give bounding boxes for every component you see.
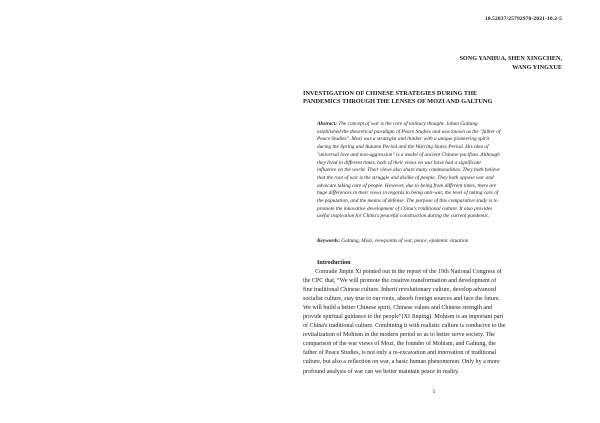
abstract-line: that the root of war is the struggle and dislike of people. They both oppose war and xyxy=(317,174,494,181)
body-line: provide spiritual guidance to the people”(XI Jinping). Mohism is an important part xyxy=(303,314,504,321)
abstract xyxy=(317,121,562,221)
abstract-label: Abstract: xyxy=(317,121,338,127)
keywords-text: Galtung, Mozi, viewpoints of war, peace, epidemic situation xyxy=(339,238,469,244)
abstract-line: promote the innovative development of China's traditional culture. It also provides xyxy=(317,205,493,212)
body-line: father of Peace Studies, is not only a re-excavation and innovation of traditional xyxy=(303,350,497,357)
body-line: profound analysis of war can we better maintain peace in reality. xyxy=(303,368,460,375)
abstract-line: advocate taking care of people. However, due to being from different times, there are xyxy=(317,182,497,189)
abstract-line xyxy=(317,121,562,129)
body-line: We will build a better Chinese spirit, Chinese values and Chinese strength and xyxy=(303,305,493,312)
paper-title xyxy=(303,90,563,107)
title-line: INVESTIGATION OF CHINESE STRATEGIES DURING THE xyxy=(303,90,478,97)
title-line: PANDEMICS THROUGH THE LENSES OF MOZI AND GALTUNG xyxy=(303,98,493,106)
abstract-line: the population, and the means of defense. The purpose of this comparative study is to xyxy=(317,198,498,205)
body-line: the CPC that, “We will promote the creative transformation and development of xyxy=(303,278,497,285)
body-line: culture, but also a reflection on war, a basic human phenomenon. Only by a more xyxy=(303,359,500,366)
abstract-line: Peace Studies". Mozi was a strategist and thinker with a unique pioneering spirit xyxy=(317,136,490,143)
abstract-line: "universal love and non-aggression" is a model of ancient Chinese pacifism. Although xyxy=(317,151,500,158)
body-line: Comrade Jinpin Xi pointed out in the report of the 19th National Congress of xyxy=(303,269,502,275)
abstract-line: influence on the world. Their views also share many commonalities. They both believe xyxy=(317,167,500,174)
introduction-heading: Introduction xyxy=(317,259,351,266)
page-number: 5 xyxy=(432,389,436,395)
abstract-line: during the Spring and Autumn Period and the Warring States Period. His idea of xyxy=(317,144,489,151)
doi-identifier: 10.52837/25792970-2021-10.2-5 xyxy=(484,16,562,22)
body-line: fine traditional Chinese culture. Inherit revolutionary culture, develop advanced xyxy=(303,287,497,294)
author-list xyxy=(360,54,562,72)
introduction-body xyxy=(303,268,565,377)
abstract-line: established the theoretical paradigm of Peace Studies and was known as the "father of xyxy=(317,128,501,135)
body-line: comparison of the war views of Mozi, the founder of Mohism, and Galtung, the xyxy=(303,341,496,348)
body-line: of China's traditional culture. Combining it with realistic culture is conducive to the xyxy=(303,323,506,330)
author-line: SONG YANHUA, SHEN XINGCHEN, xyxy=(459,55,562,62)
body-line: socialist culture, stay true to our roots, absorb foreign sources and face the future. xyxy=(303,296,501,303)
author-line: WANG YINGXUE xyxy=(512,64,562,72)
abstract-text: The concept of war is the core of military thought. Johan Galtung xyxy=(337,121,478,127)
abstract-line: useful inspiration for China's peaceful construction during the current pandemic. xyxy=(317,213,490,220)
keywords-label: Keywords: xyxy=(317,238,340,244)
abstract-line: they lived in different times, both of their views on war have had a significant xyxy=(317,159,481,166)
keywords xyxy=(317,238,562,246)
abstract-line: huge differences in their views in regards to being anti-war, the level of taking care of xyxy=(317,190,499,197)
body-line: revitalization of Mohism in the modern period so as to better serve society. The xyxy=(303,332,495,339)
